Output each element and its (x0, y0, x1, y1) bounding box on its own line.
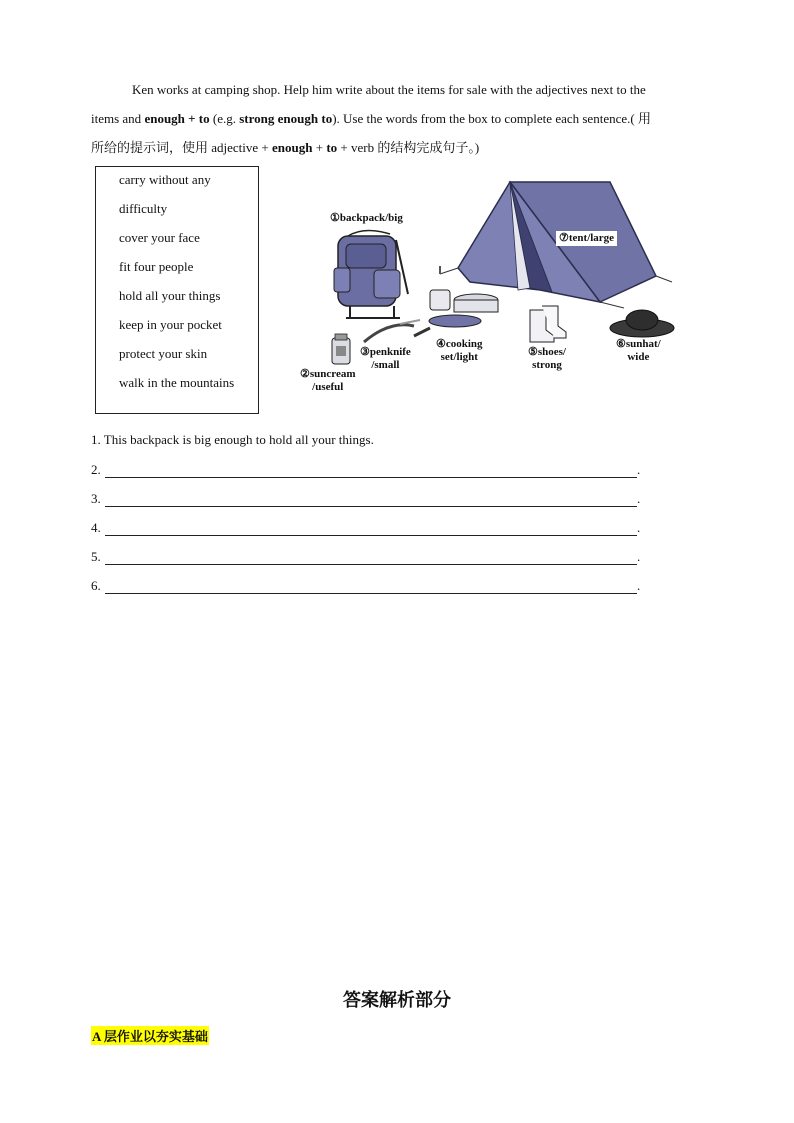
line-end: . (637, 578, 641, 593)
label-line: ⑤shoes/ (528, 346, 566, 358)
level-label: A 层作业以夯实基础 (91, 1026, 209, 1045)
text: ). Use the words from the box to complete each sentence.( 用 (332, 111, 651, 126)
write-line[interactable] (105, 564, 637, 565)
word-box (95, 166, 259, 414)
camping-items-picture (290, 170, 690, 400)
label-tent: ⑦tent/large (556, 231, 617, 246)
bold-text: strong enough to (239, 111, 333, 126)
label-line: ②suncream (300, 368, 356, 380)
text: + verb 的结构完成句子。) (337, 140, 480, 155)
label-cooking-set (436, 338, 483, 364)
word-item: carry without any (119, 172, 211, 187)
text: items and (91, 111, 145, 126)
instructions-line-2 (91, 104, 706, 133)
bold-text: enough (272, 140, 313, 155)
answer-line-3[interactable] (91, 491, 651, 511)
write-line[interactable] (105, 477, 637, 478)
instructions (91, 75, 706, 162)
label-line: ⑥sunhat/ (616, 338, 661, 350)
word-item: difficulty (119, 201, 168, 216)
backpack-illustration (334, 230, 408, 318)
line-number: 3. (91, 491, 101, 506)
instructions-line-1: Ken works at camping shop. Help him write about the items for sale with the adjectives next to the (132, 82, 646, 97)
line-end: . (637, 520, 641, 535)
label-line: /small (371, 359, 400, 371)
line-end: . (637, 462, 641, 477)
word-item: hold all your things (119, 288, 221, 303)
line-number: 6. (91, 578, 101, 593)
camping-illustration (290, 170, 690, 400)
line-number: 5. (91, 549, 101, 564)
answer-line-2[interactable] (91, 462, 651, 482)
answer-line-6[interactable] (91, 578, 651, 598)
label-penknife (360, 346, 411, 372)
label-sunhat (616, 338, 661, 364)
bold-text: to (326, 140, 338, 155)
word-item: walk in the mountains (119, 375, 235, 390)
bold-text: enough + to (144, 111, 210, 126)
shoes-illustration (530, 306, 566, 342)
label-line: ③penknife (360, 346, 411, 358)
label-shoes (528, 346, 566, 372)
answer-line-5[interactable] (91, 549, 651, 569)
word-item: keep in your pocket (119, 317, 222, 332)
write-line[interactable] (105, 593, 637, 594)
cooking-set-illustration (414, 290, 498, 336)
label-suncream (300, 368, 356, 394)
word-item: protect your skin (119, 346, 208, 361)
label-backpack: ①backpack/big (330, 212, 403, 224)
word-item: fit four people (119, 259, 194, 274)
line-end: . (637, 491, 641, 506)
write-line[interactable] (105, 535, 637, 536)
text: 所给的提示词，使用 adjective + (91, 140, 272, 155)
label-line: ④cooking (436, 338, 483, 350)
label-line: set/light (440, 351, 478, 363)
label-line: wide (627, 351, 650, 363)
line-number: 4. (91, 520, 101, 535)
write-line[interactable] (105, 506, 637, 507)
sunhat-illustration (610, 310, 674, 337)
text: (e.g. (209, 111, 240, 126)
example-sentence: 1. This backpack is big enough to hold all your things. (91, 432, 374, 447)
penknife-illustration (364, 320, 420, 342)
instructions-line-3 (91, 133, 706, 162)
label-line: strong (532, 359, 562, 371)
label-line: /useful (312, 381, 344, 393)
answer-line-4[interactable] (91, 520, 651, 540)
answer-section-title: 答案解析部分 (343, 990, 451, 1010)
text: + (312, 140, 327, 155)
line-number: 2. (91, 462, 101, 477)
suncream-illustration (332, 334, 350, 364)
word-item: cover your face (119, 230, 200, 245)
line-end: . (637, 549, 641, 564)
